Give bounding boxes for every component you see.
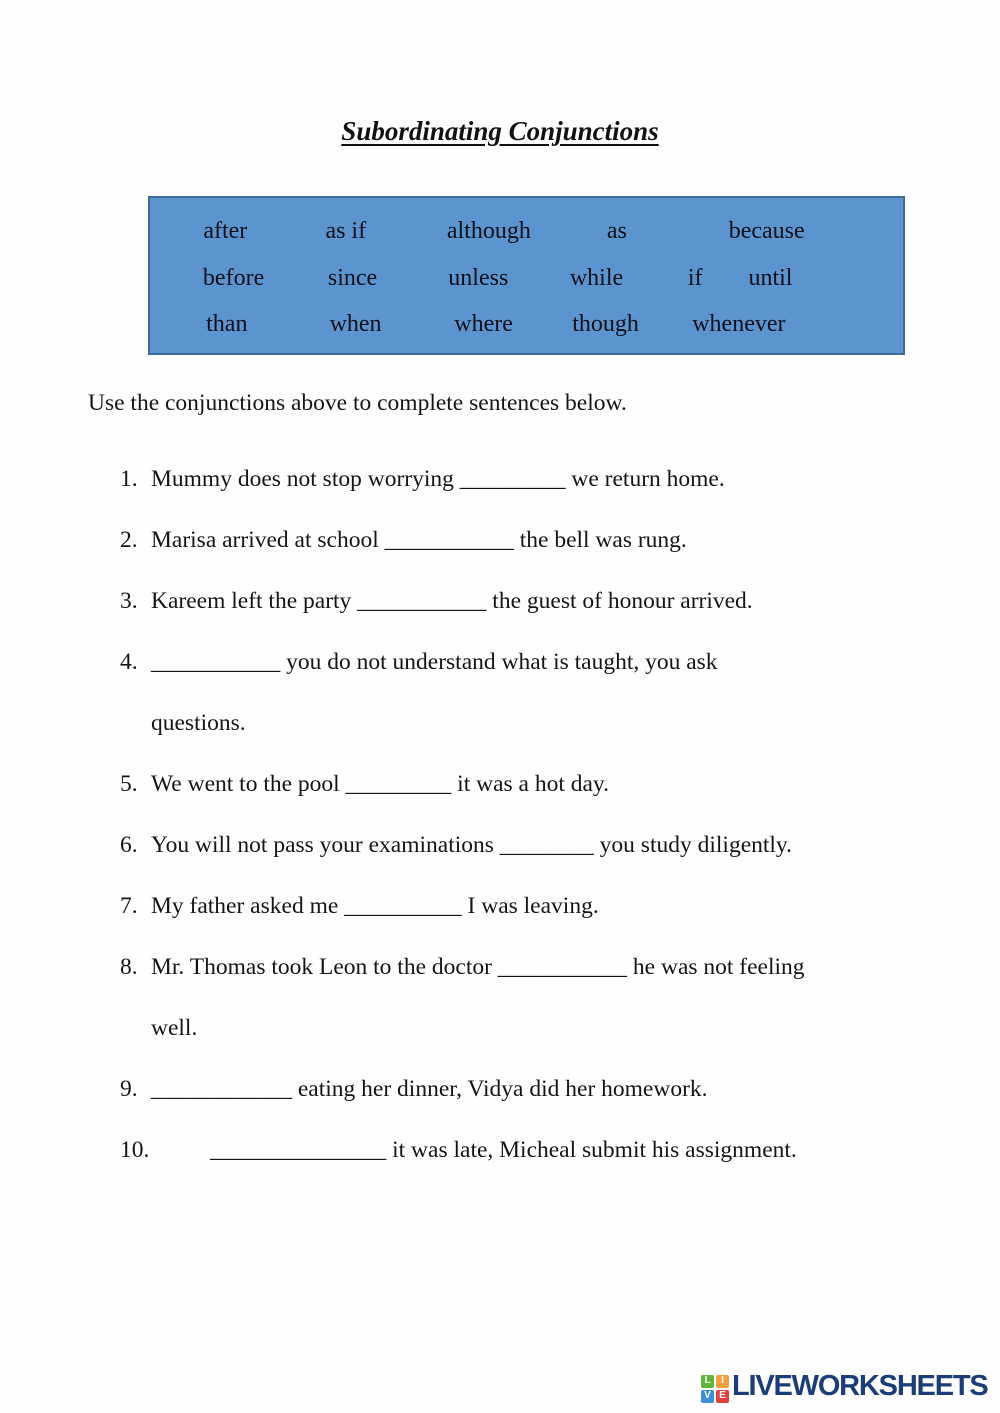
- item-number: 8.: [120, 954, 138, 980]
- word-bank-word: though: [572, 311, 639, 337]
- liveworksheets-brand-link[interactable]: [701, 1370, 988, 1403]
- liveworksheets-logo-icon: [701, 1375, 729, 1403]
- sentence-list: [120, 466, 980, 1198]
- sentence-text: Marisa arrived at school ___________ the bell was rung.: [151, 527, 687, 553]
- word-bank-word: than: [206, 311, 248, 337]
- brand-wordmark: LIVEWORKSHEETS: [732, 1370, 988, 1402]
- item-number: 6.: [120, 832, 138, 858]
- item-number: 2.: [120, 527, 138, 553]
- sentence-item-7: [120, 893, 980, 923]
- item-number: 4.: [120, 649, 138, 675]
- logo-tile-i: I: [716, 1375, 729, 1388]
- word-bank-word: until: [748, 265, 793, 291]
- item-number: 7.: [120, 893, 138, 919]
- sentence-item-2: [120, 527, 980, 557]
- sentence-text: My father asked me __________ I was leaving.: [151, 893, 599, 919]
- item-number: 9.: [120, 1076, 138, 1102]
- word-bank-word: whenever: [692, 311, 786, 337]
- sentence-text: ___________ you do not understand what is taught, you ask: [151, 649, 718, 675]
- word-bank-word: where: [454, 311, 513, 337]
- sentence-item-8: [120, 954, 980, 984]
- sentence-item-3: [120, 588, 980, 618]
- sentence-text: We went to the pool _________ it was a hot day.: [151, 771, 610, 797]
- sentence-item-1: [120, 466, 980, 496]
- instructions-text: Use the conjunctions above to complete sentences below.: [88, 390, 627, 416]
- word-bank-word: when: [329, 311, 382, 337]
- sentence-item-4-continued: [120, 710, 980, 740]
- sentence-item-10: [120, 1137, 980, 1167]
- sentence-text: You will not pass your examinations ________ you study diligently.: [151, 832, 793, 858]
- logo-tile-v: V: [701, 1390, 714, 1403]
- conjunction-word-bank: [148, 196, 905, 355]
- sentence-text: Kareem left the party ___________ the guest of honour arrived.: [151, 588, 753, 614]
- word-bank-word: unless: [448, 265, 509, 291]
- word-bank-row: [150, 311, 903, 345]
- sentence-text: well.: [151, 1015, 198, 1041]
- sentence-item-9: [120, 1076, 980, 1106]
- sentence-text: ____________ eating her dinner, Vidya did her homework.: [151, 1076, 708, 1102]
- word-bank-word: although: [446, 218, 531, 244]
- sentence-item-5: [120, 771, 980, 801]
- logo-tile-e: E: [716, 1390, 729, 1403]
- sentence-text: questions.: [151, 710, 246, 736]
- word-bank-word: as: [606, 218, 627, 244]
- sentence-text: Mummy does not stop worrying _________ we return home.: [151, 466, 725, 492]
- sentence-item-6: [120, 832, 980, 862]
- word-bank-word: before: [202, 265, 265, 291]
- word-bank-word: after: [203, 218, 248, 244]
- item-number: 10.: [120, 1137, 150, 1163]
- page-title: Subordinating Conjunctions: [341, 116, 659, 146]
- sentence-item-8-continued: [120, 1015, 980, 1045]
- word-bank-row: [150, 265, 903, 299]
- word-bank-word: while: [569, 265, 624, 291]
- word-bank-word: because: [728, 218, 805, 244]
- sentence-text: _______________ it was late, Micheal submit his assignment.: [210, 1137, 797, 1163]
- word-bank-word: as if: [325, 218, 367, 244]
- sentence-item-4: [120, 649, 980, 679]
- item-number: 1.: [120, 466, 138, 492]
- word-bank-word: if: [687, 265, 703, 291]
- logo-tile-l: L: [701, 1375, 714, 1388]
- item-number: 5.: [120, 771, 138, 797]
- word-bank-word: since: [327, 265, 378, 291]
- sentence-text: Mr. Thomas took Leon to the doctor ___________ he was not feeling: [151, 954, 805, 980]
- word-bank-row: [150, 218, 903, 252]
- item-number: 3.: [120, 588, 138, 614]
